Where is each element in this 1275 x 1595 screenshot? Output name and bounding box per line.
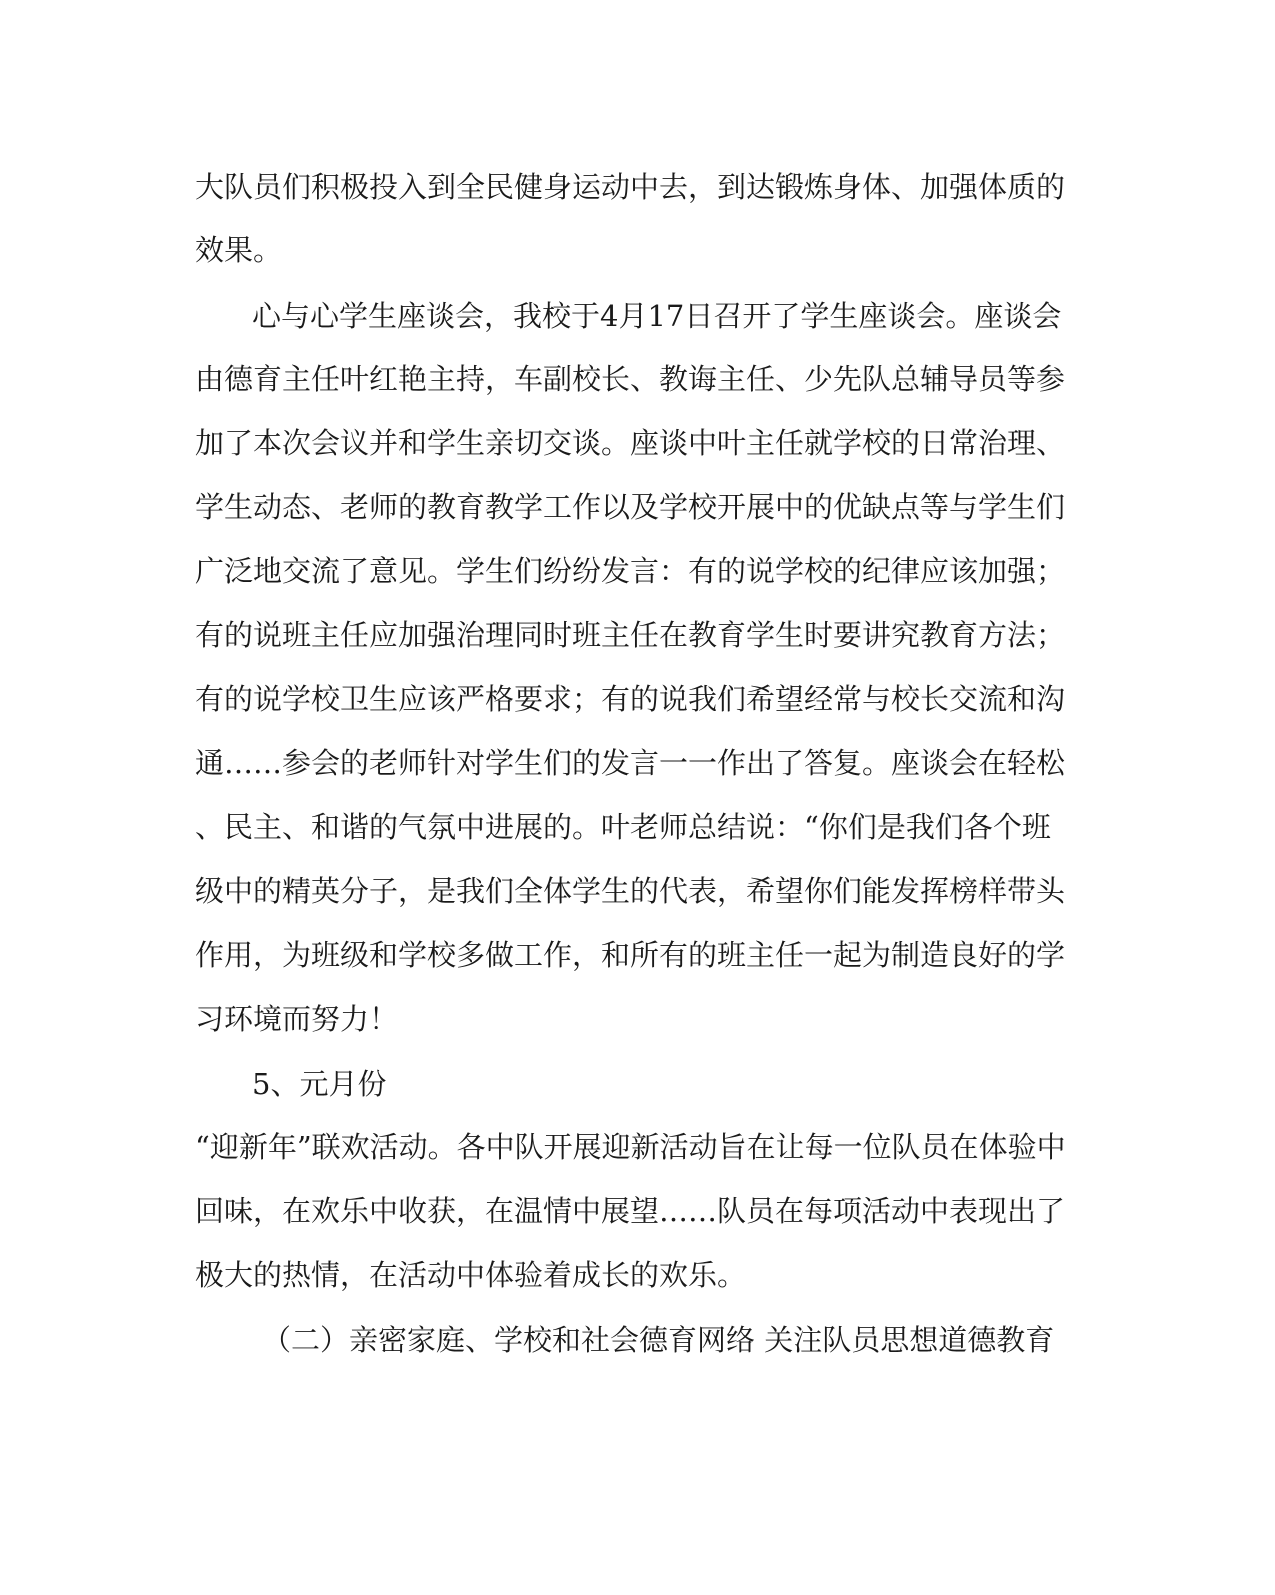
paragraph-line: 大队员们积极投入到全民健身运动中去，到达锻炼身体、加强体质的	[195, 170, 1066, 204]
paragraph-line: 学生动态、老师的教育教学工作以及学校开展中的优缺点等与学生们	[195, 490, 1066, 524]
paragraph-line: 、民主、和谐的气氛中进展的。叶老师总结说：“你们是我们各个班	[195, 810, 1051, 844]
paragraph-line: 广泛地交流了意见。学生们纷纷发言：有的说学校的纪律应该加强；	[195, 554, 1066, 588]
paragraph-line: “迎新年”联欢活动。各中队开展迎新活动旨在让每一位队员在体验中	[195, 1130, 1066, 1164]
paragraph-line: 加了本次会议并和学生亲切交谈。座谈中叶主任就学校的日常治理、	[195, 426, 1066, 460]
paragraph-line: 效果。	[195, 233, 283, 267]
paragraph-line: 有的说学校卫生应该严格要求；有的说我们希望经常与校长交流和沟	[195, 682, 1066, 716]
section-heading: （二）亲密家庭、学校和社会德育网络 关注队员思想道德教育	[262, 1323, 1055, 1357]
paragraph-line: 回味，在欢乐中收获，在温情中展望……队员在每项活动中表现出了	[195, 1194, 1066, 1228]
paragraph-line: 心与心学生座谈会，我校于4月17日召开了学生座谈会。座谈会	[252, 299, 1062, 333]
paragraph-line: 有的说班主任应加强治理同时班主任在教育学生时要讲究教育方法；	[195, 618, 1066, 652]
paragraph-line: 由德育主任叶红艳主持，车副校长、教诲主任、少先队总辅导员等参	[195, 362, 1066, 396]
paragraph-line: 通……参会的老师针对学生们的发言一一作出了答复。座谈会在轻松	[195, 746, 1066, 780]
paragraph-line: 级中的精英分子，是我们全体学生的代表，希望你们能发挥榜样带头	[195, 874, 1066, 908]
paragraph-line: 习环境而努力！	[195, 1002, 399, 1036]
paragraph-line: 极大的热情，在活动中体验着成长的欢乐。	[195, 1258, 747, 1292]
section-heading: 5、元月份	[252, 1067, 387, 1101]
paragraph-line: 作用，为班级和学校多做工作，和所有的班主任一起为制造良好的学	[195, 938, 1066, 972]
